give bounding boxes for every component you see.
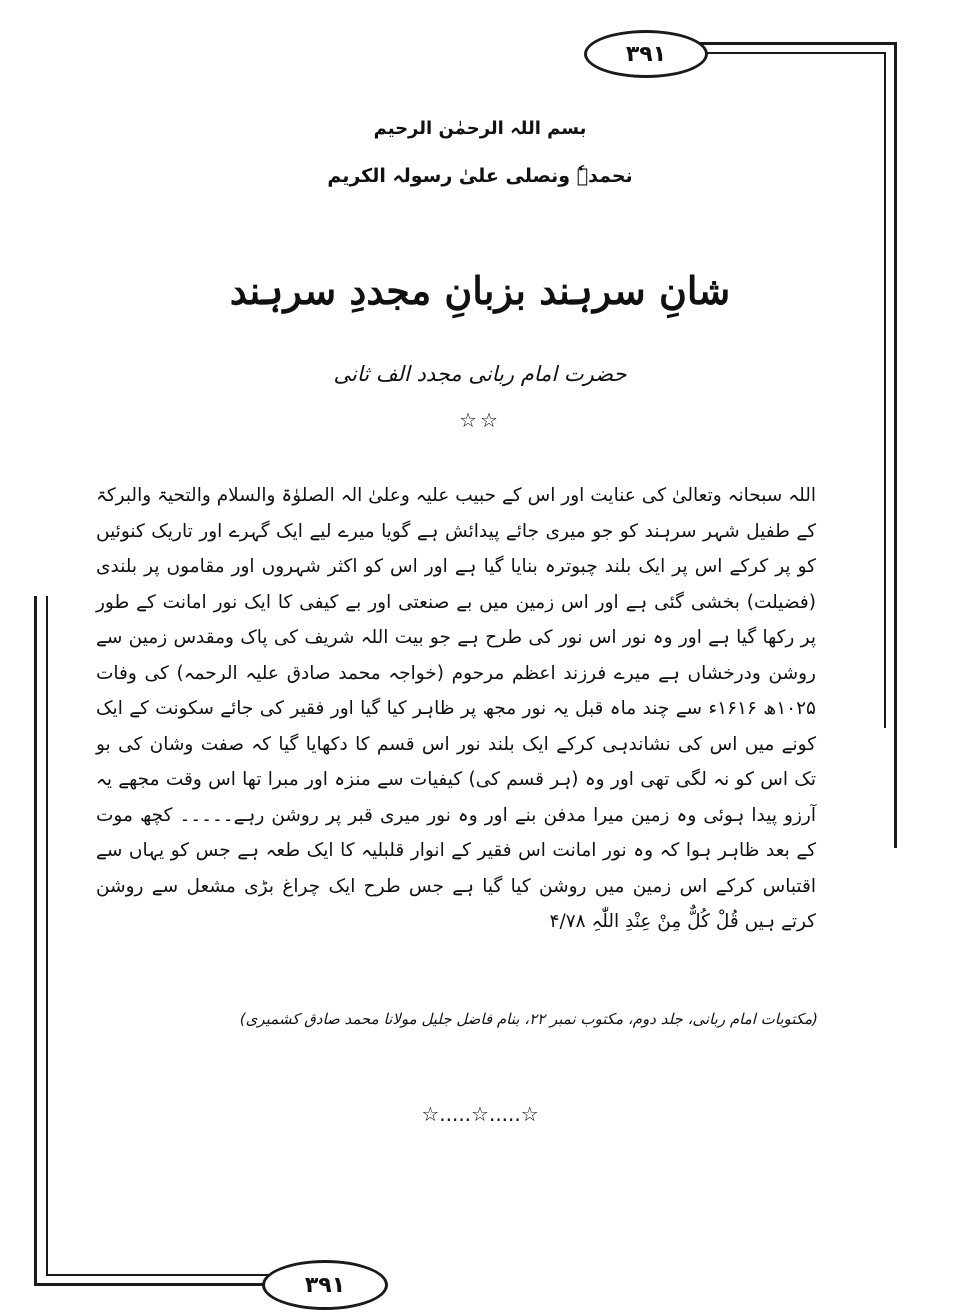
frame-left-outer (34, 596, 37, 1286)
hamd-line: نحمدہٗ ونصلی علیٰ رسولہ الکریم (327, 165, 633, 187)
frame-bottom-line-inner (46, 1274, 274, 1276)
frame-right-inner (884, 52, 886, 728)
author-line: حضرت امام ربانی مجدد الف ثانی (333, 362, 627, 386)
body-paragraph: اللہ سبحانہ وتعالیٰ کی عنایت اور اس کے حبیب علیہ وعلیٰ الہ الصلوٰۃ والسلام والتحیۃ والبرکۃ کے طفیل شہر سرہند کو جو میری جائے پیدائش ہے گویا میرے لیے ایک گہرے اور تاریک کنوئیں کو پر کرکے اس پر ایک بلند چبوترہ بنایا گیا ہے اور اس کو اکثر شہروں اور مقاموں پر بلندی (فضیلت) بخشی گئی ہے اور اس زمین میں بے صنعتی اور بے کیفی کا ایک نور امانت کے طور پر رکھا گیا ہے اور وہ نور اس نور کی طرح ہے جو بیت اللہ شریف کی پاک ومقدس زمین سے روشن ودرخشاں ہے میرے فرزند اعظم مرحوم (خواجہ محمد صادق علیہ الرحمہ) کی وفات ۱۰۲۵ھ ۱۶۱۶ء سے چند ماہ قبل یہ نور مجھ پر ظاہر کیا گیا اور فقیر کی جائے سکونت کے ایک کونے میں اس کی نشاندہی کرکے ایک بلند نور اس قسم کا دکھایا گیا کہ صفت وشان کی بو تک اس کو نہ لگی تھی اور وہ (ہر قسم کی) کیفیات سے منزہ اور مبرا تھا اس وقت مجھے یہ آرزو پیدا ہوئی وہ زمین میرا مدفن بنے اور وہ نور میری قبر پر روشن رہے۔۔۔۔۔ کچھ موت کے بعد ظاہر ہوا کہ وہ نور امانت اس فقیر کے انوار قلبلیہ کا ایک طعہ ہے جس کو یہاں سے اقتباس کرکے اس زمین میں روشن کیا گیا ہے جس طرح ایک چراغ بڑی مشعل سے روشن کرتے ہیں قُلْ کُلٌّ مِنْ عِنْدِ اللّٰہِ ۴/۷۸ (96, 485, 816, 932)
frame-right-outer (894, 42, 897, 848)
page-title: شانِ سرہند بزبانِ مجددِ سرہند (229, 268, 731, 313)
page-number-top: ۳۹۱ (584, 30, 708, 78)
frame-bottom-line (34, 1283, 274, 1286)
footer-ornament: ☆.....☆.....☆ (421, 1102, 539, 1126)
page-number-bottom: ۳۹۱ (262, 1260, 388, 1310)
frame-left-inner (46, 596, 48, 1276)
reference-citation: (مکتوبات امام ربانی، جلد دوم، مکتوب نمبر ۲۲، بنام فاضل جلیل مولانا محمد صادق کشمیری) (239, 1010, 818, 1028)
basmala: بسم اللہ الرحمٰن الرحیم (373, 118, 587, 139)
divider-stars: ☆☆ (459, 408, 501, 432)
